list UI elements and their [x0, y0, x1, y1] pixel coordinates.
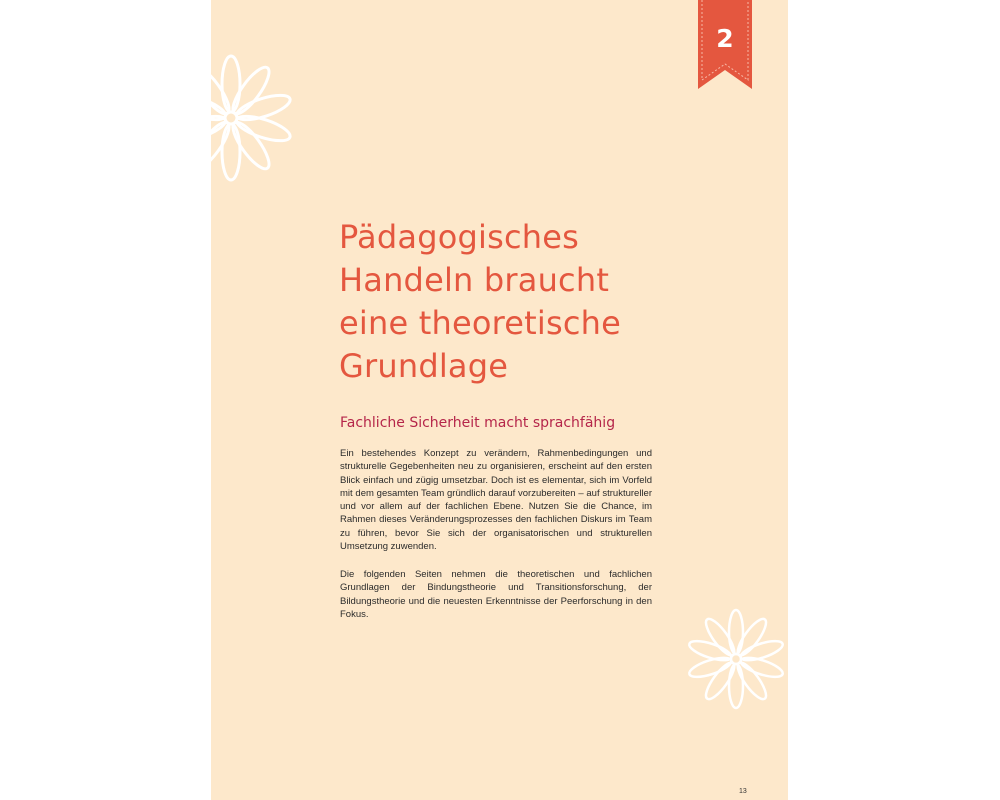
chapter-number: 2: [716, 24, 734, 53]
section-subtitle: Fachliche Sicherheit macht sprachfähig: [340, 415, 616, 431]
title-line: Pädagogisches: [339, 218, 579, 256]
chapter-ribbon: [698, 0, 752, 89]
flower-icon: [681, 604, 788, 714]
book-page: [211, 0, 788, 800]
page-number: 13: [739, 788, 747, 795]
page-title: [339, 216, 659, 388]
title-line: Grundlage: [339, 347, 509, 385]
title-line: Handeln braucht: [339, 261, 610, 299]
title-line: eine theoretische: [339, 304, 622, 342]
flower-icon: [211, 48, 301, 188]
body-paragraph: Ein bestehendes Konzept zu verändern, Rahmenbedingungen und strukturelle Gegebenheiten neu zu organisieren, erscheint auf den ersten Blick einfach und zügig umsetzbar. Doch ist es elementar, sich im Vorfeld mit dem gesamten Team gründlich darauf vorzubereiten – auf struktureller und vor allem auf der fachlichen Ebene. Nutzen Sie die Chance, im Rahmen dieses Veränderungsprozesses den fachlichen Diskurs im Team zu führen, bevor Sie sich der organisatorischen und strukturellen Umsetzung zuwenden.: [340, 448, 652, 553]
body-paragraph: Die folgenden Seiten nehmen die theoretischen und fachlichen Grundlagen der Bindungstheorie und Transitionsforschung, der Bildungstheorie und die neuesten Erkenntnisse der Peerforschung in den Fokus.: [340, 569, 652, 620]
